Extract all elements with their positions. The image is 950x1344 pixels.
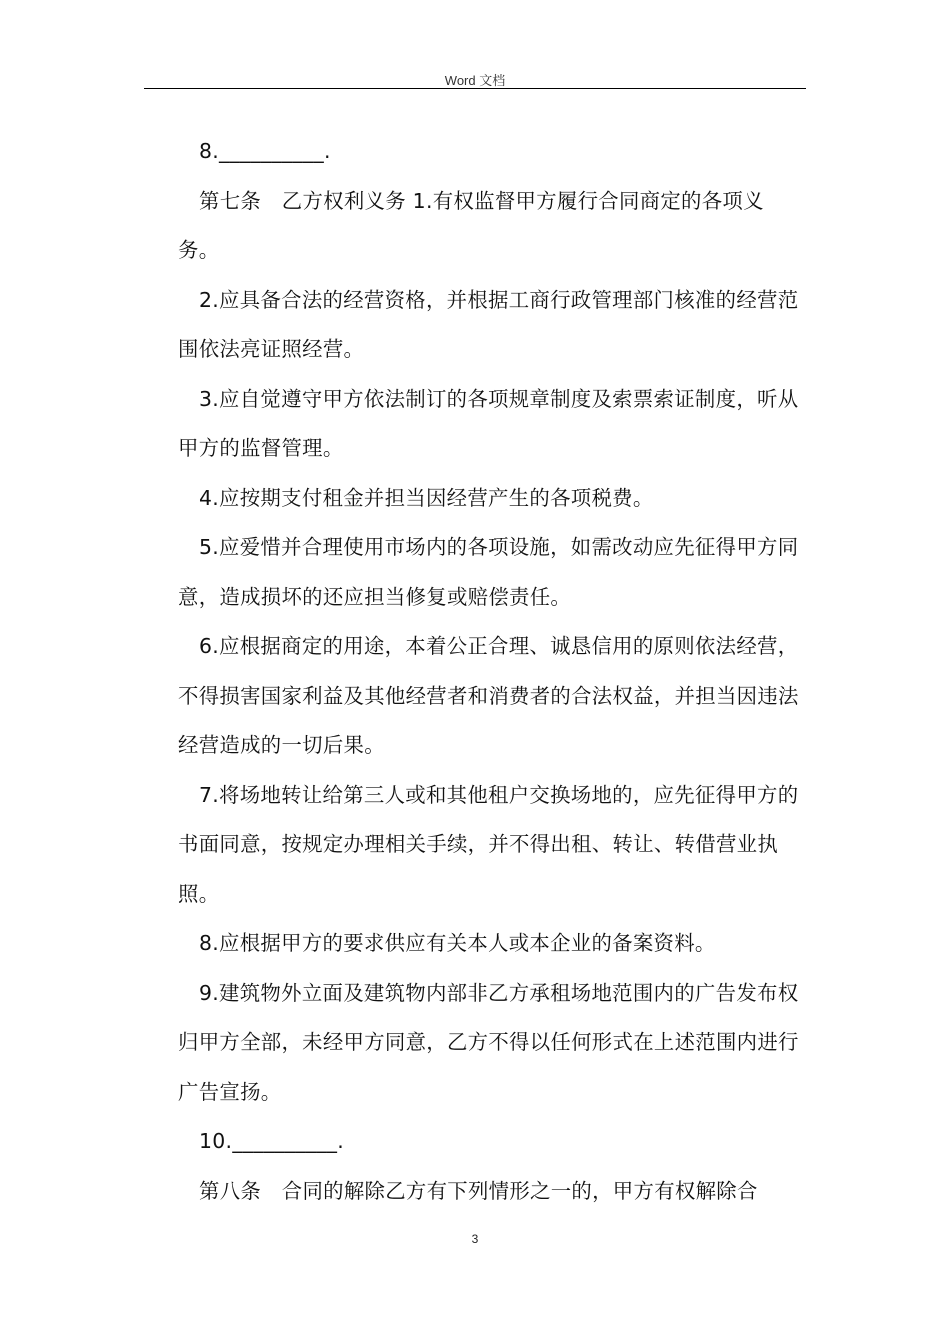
paragraph: 7.将场地转让给第三人或和其他租户交换场地的，应先征得甲方的书面同意，按规定办理相关手续，并不得出租、转让、转借营业执照。 <box>178 782 799 906</box>
document-body <box>178 127 803 1216</box>
paragraph: 9.建筑物外立面及建筑物内部非乙方承租场地范围内的广告发布权归甲方全部，未经甲方同意，乙方不得以任何形式在上述范围内进行广告宣扬。 <box>178 980 799 1104</box>
paragraph: 8.__________. <box>199 139 331 163</box>
paragraph: 2.应具备合法的经营资格，并根据工商行政管理部门核准的经营范围依法亮证照经营。 <box>178 287 799 361</box>
paragraph: 3.应自觉遵守甲方依法制订的各项规章制度及索票索证制度，听从甲方的监督管理。 <box>178 386 799 460</box>
paragraph: 10.__________. <box>199 1129 345 1153</box>
paragraph: 4.应按期支付租金并担当因经营产生的各项税费。 <box>199 485 654 510</box>
paragraph: 5.应爱惜并合理使用市场内的各项设施，如需改动应先征得甲方同意，造成损坏的还应担当修复或赔偿责任。 <box>178 535 799 609</box>
paragraph: 6.应根据商定的用途，本着公正合理、诚恳信用的原则依法经营，不得损害国家利益及其他经营者和消费者的合法权益，并担当因违法经营造成的一切后果。 <box>178 634 799 757</box>
paragraph: 8.应根据甲方的要求供应有关本人或本企业的备案资料。 <box>199 931 716 955</box>
page-number: 3 <box>471 1232 479 1246</box>
paragraph: 第八条 合同的解除乙方有下列情形之一的，甲方有权解除合 <box>199 1178 758 1203</box>
paragraph: 第七条 乙方权利义务 1.有权监督甲方履行合同商定的各项义务。 <box>178 188 764 262</box>
header-title: Word 文档 <box>444 73 506 88</box>
header-divider <box>144 88 806 89</box>
